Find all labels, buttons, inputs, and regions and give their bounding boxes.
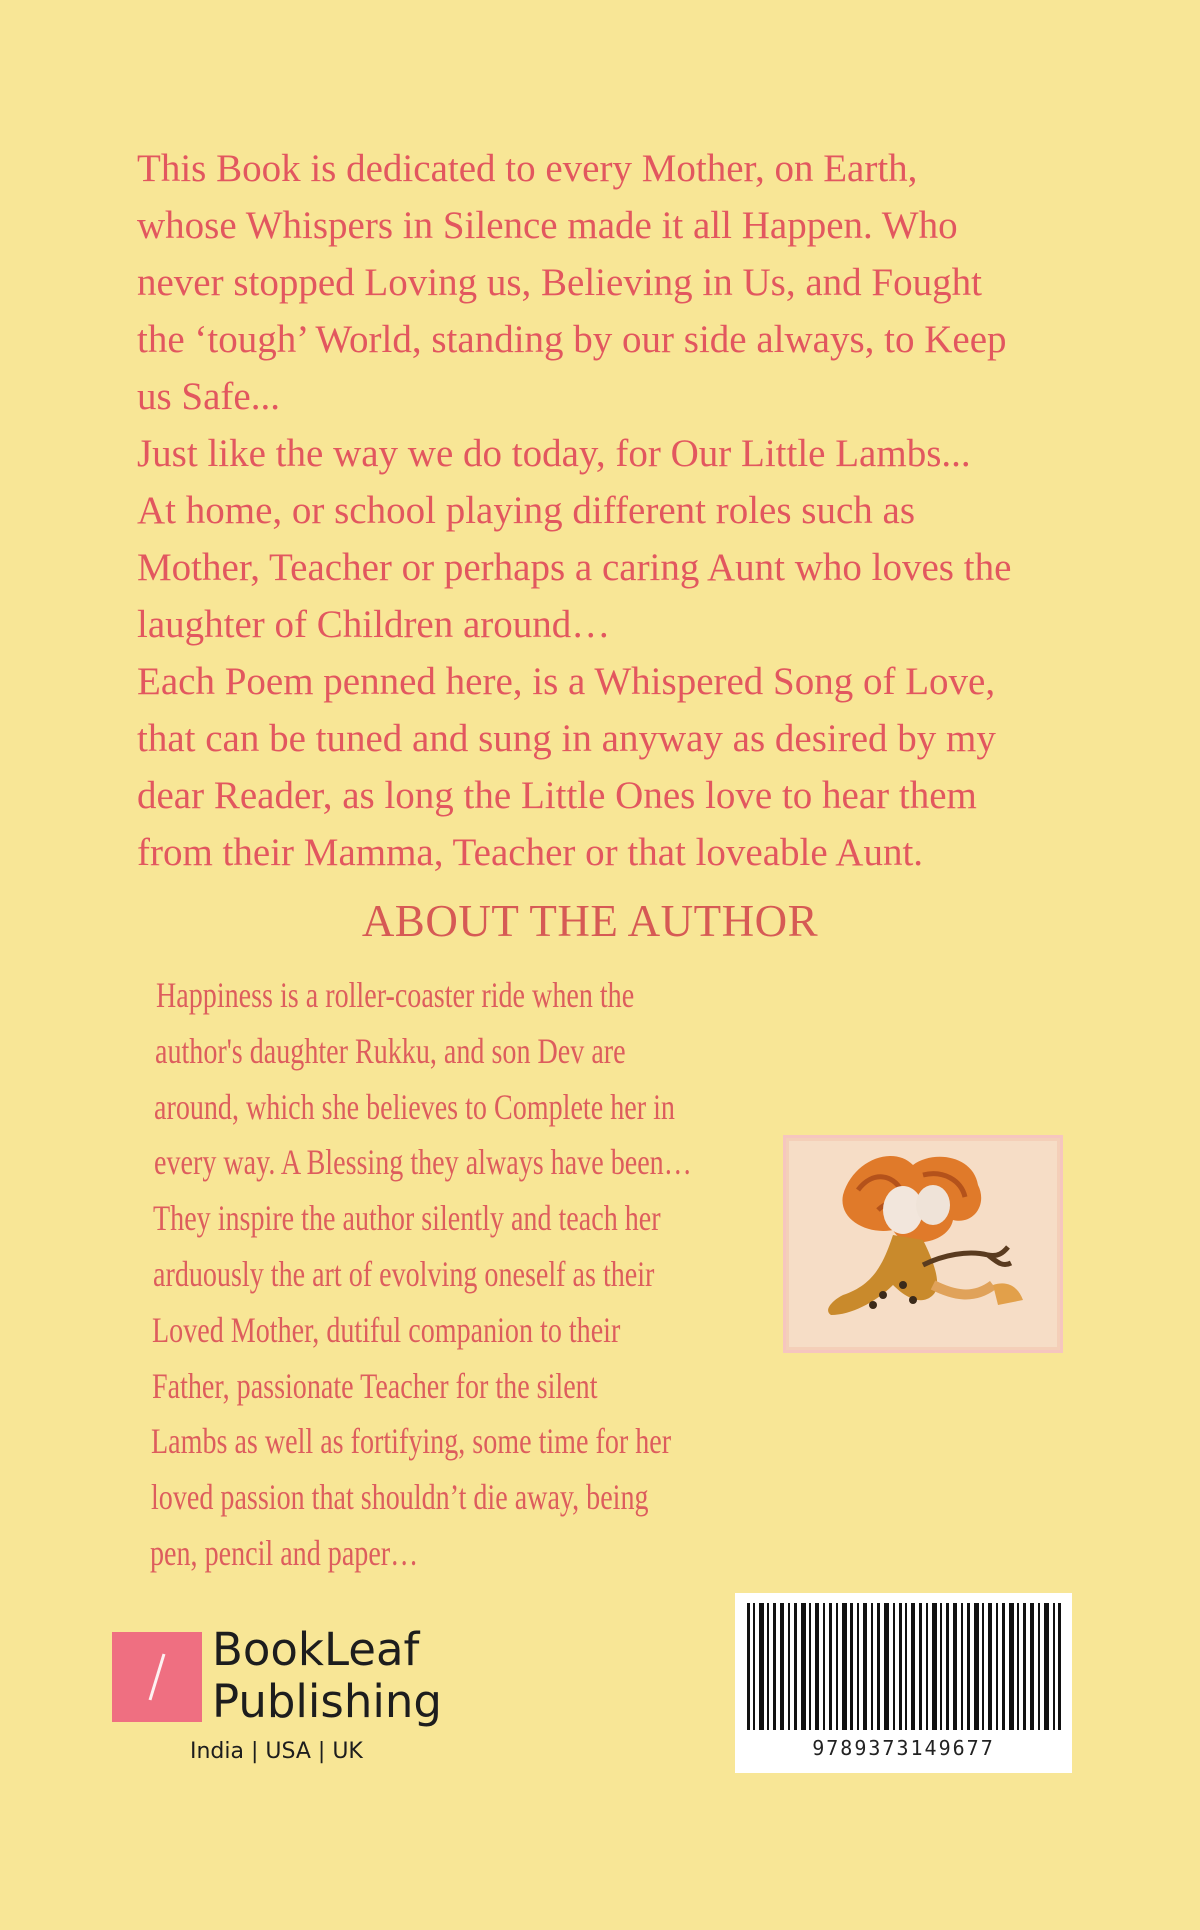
bio-line: Father, passionate Teacher for the silent bbox=[152, 1365, 598, 1406]
bio-line: around, which she believes to Complete her in bbox=[154, 1086, 675, 1127]
dedication-paragraph: Just like the way we do today, for Our Little Lambs... At home, or school playing different roles such as Mother, Teacher or perhaps a caring Aunt who loves the laughter of Children around… bbox=[137, 432, 1012, 646]
bio-line: Loved Mother, dutiful companion to their bbox=[152, 1309, 621, 1350]
publisher-name bbox=[212, 1624, 442, 1728]
bio-line: Lambs as well as fortifying, some time for her bbox=[151, 1421, 672, 1462]
bio-line: pen, pencil and paper… bbox=[150, 1532, 419, 1573]
publisher-name-line1: BookLeaf bbox=[212, 1623, 420, 1676]
dedication-text bbox=[137, 140, 1017, 881]
publisher-regions: India | USA | UK bbox=[190, 1739, 363, 1764]
about-author-heading: ABOUT THE AUTHOR bbox=[361, 896, 819, 946]
bio-line: arduously the art of evolving oneself as their bbox=[153, 1253, 655, 1294]
bio-line: author's daughter Rukku, and son Dev are bbox=[155, 1030, 626, 1071]
isbn-number: 9789373149677 bbox=[812, 1736, 995, 1760]
author-bio bbox=[150, 968, 710, 1582]
bio-line: loved passion that shouldn’t die away, being bbox=[151, 1477, 649, 1518]
bio-line: They inspire the author silently and teach her bbox=[153, 1198, 661, 1239]
dedication-paragraph: Each Poem penned here, is a Whispered Song of Love, that can be tuned and sung in anyway as desired by my dear Reader, as long the Little Ones love to hear them from their Mamma, Teacher or that loveable Aunt. bbox=[137, 660, 996, 874]
author-illustration bbox=[783, 1135, 1063, 1353]
bio-line: Happiness is a roller-coaster ride when the bbox=[156, 975, 635, 1015]
bio-line: every way. A Blessing they always have been… bbox=[154, 1142, 692, 1183]
isbn-barcode bbox=[735, 1593, 1072, 1773]
barcode-bars bbox=[745, 1603, 1062, 1730]
publisher-logo-mark bbox=[112, 1632, 202, 1722]
dedication-paragraph: This Book is dedicated to every Mother, on Earth, whose Whispers in Silence made it all Happen. Who never stopped Loving us, Believing in Us, and Fought the ‘tough’ World, standing by our side always, to Keep us Safe... bbox=[137, 147, 1007, 418]
publisher-name-line2: Publishing bbox=[212, 1675, 442, 1728]
